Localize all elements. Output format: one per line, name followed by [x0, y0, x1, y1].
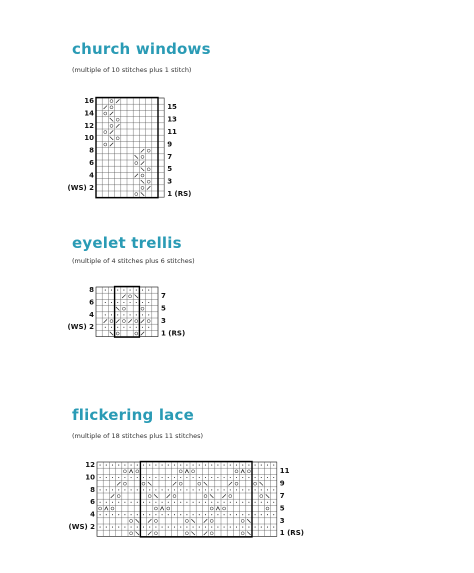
purl-dot-symbol — [248, 514, 249, 515]
row-label-ws: 6 — [90, 498, 95, 507]
ssk-symbol — [204, 482, 207, 485]
purl-dot-symbol — [180, 514, 181, 515]
purl-dot-symbol — [174, 514, 175, 515]
purl-dot-symbol — [230, 465, 231, 466]
purl-dot-symbol — [261, 465, 262, 466]
double-decrease-symbol — [105, 507, 108, 510]
purl-dot-symbol — [155, 489, 156, 490]
yarn-over-symbol — [130, 519, 133, 522]
row-label-rs: 7 — [279, 491, 285, 500]
purl-dot-symbol — [155, 465, 156, 466]
purl-dot-symbol — [168, 489, 169, 490]
k2tog-symbol — [148, 519, 151, 522]
purl-dot-symbol — [205, 465, 206, 466]
row-label-ws: 4 — [89, 171, 94, 180]
purl-dot-symbol — [100, 477, 101, 478]
purl-dot-symbol — [124, 489, 125, 490]
row-label-rs: 5 — [167, 165, 173, 174]
purl-dot-symbol — [112, 527, 113, 528]
purl-dot-symbol — [193, 527, 194, 528]
purl-dot-symbol — [131, 477, 132, 478]
yarn-over-symbol — [154, 519, 157, 522]
purl-dot-symbol — [162, 527, 163, 528]
purl-dot-symbol — [267, 514, 268, 515]
purl-dot-symbol — [186, 527, 187, 528]
purl-dot-symbol — [124, 502, 125, 503]
purl-dot-symbol — [217, 502, 218, 503]
purl-dot-symbol — [236, 465, 237, 466]
yarn-over-symbol — [198, 482, 201, 485]
purl-dot-symbol — [143, 489, 144, 490]
yarn-over-symbol — [210, 532, 213, 535]
yarn-over-symbol — [123, 482, 126, 485]
row-label-ws: 10 — [84, 134, 94, 143]
purl-dot-symbol — [199, 527, 200, 528]
purl-dot-symbol — [137, 489, 138, 490]
row-label-rs: 1 (RS) — [167, 189, 192, 198]
purl-dot-symbol — [205, 527, 206, 528]
purl-dot-symbol — [236, 502, 237, 503]
purl-dot-symbol — [224, 514, 225, 515]
purl-dot-symbol — [174, 489, 175, 490]
ssk-symbol — [266, 494, 269, 497]
purl-dot-symbol — [100, 514, 101, 515]
yarn-over-symbol — [223, 507, 226, 510]
purl-dot-symbol — [149, 502, 150, 503]
row-label-ws: 6 — [89, 298, 94, 307]
purl-dot-symbol — [155, 527, 156, 528]
purl-dot-symbol — [230, 502, 231, 503]
k2tog-symbol — [204, 519, 207, 522]
double-decrease-symbol — [216, 507, 219, 510]
pattern-title: eyelet trellis — [72, 234, 182, 252]
purl-dot-symbol — [242, 527, 243, 528]
purl-dot-symbol — [273, 489, 274, 490]
k2tog-symbol — [204, 532, 207, 535]
ssk-symbol — [247, 532, 250, 535]
purl-dot-symbol — [162, 489, 163, 490]
yarn-over-symbol — [260, 495, 263, 498]
purl-dot-symbol — [131, 514, 132, 515]
yarn-over-symbol — [235, 470, 238, 473]
purl-dot-symbol — [248, 527, 249, 528]
purl-dot-symbol — [224, 502, 225, 503]
purl-dot-symbol — [174, 477, 175, 478]
purl-dot-symbol — [143, 477, 144, 478]
stitch-symbols — [99, 465, 275, 535]
row-label-rs: 7 — [161, 292, 166, 301]
yarn-over-symbol — [99, 507, 102, 510]
purl-dot-symbol — [137, 477, 138, 478]
purl-dot-symbol — [205, 477, 206, 478]
pattern-title: flickering lace — [72, 406, 194, 424]
yarn-over-symbol — [241, 519, 244, 522]
purl-dot-symbol — [124, 514, 125, 515]
ssk-symbol — [260, 482, 263, 485]
yarn-over-symbol — [117, 495, 120, 498]
k2tog-symbol — [148, 532, 151, 535]
purl-dot-symbol — [155, 477, 156, 478]
purl-dot-symbol — [106, 527, 107, 528]
row-label-rs: 15 — [167, 103, 177, 112]
purl-dot-symbol — [124, 477, 125, 478]
purl-dot-symbol — [199, 514, 200, 515]
yarn-over-symbol — [123, 470, 126, 473]
pattern-subtitle: (multiple of 18 stitches plus 11 stitches) — [72, 432, 203, 440]
purl-dot-symbol — [261, 527, 262, 528]
purl-dot-symbol — [217, 477, 218, 478]
pattern-subtitle: (multiple of 10 stitches plus 1 stitch) — [72, 66, 192, 74]
purl-dot-symbol — [255, 489, 256, 490]
purl-dot-symbol — [137, 514, 138, 515]
yarn-over-symbol — [235, 482, 238, 485]
yarn-over-symbol — [229, 495, 232, 498]
purl-dot-symbol — [143, 502, 144, 503]
yarn-over-symbol — [241, 532, 244, 535]
purl-dot-symbol — [248, 502, 249, 503]
purl-dot-symbol — [199, 465, 200, 466]
row-label-rs: 5 — [279, 504, 285, 513]
row-label-ws: 14 — [84, 109, 94, 118]
purl-dot-symbol — [255, 514, 256, 515]
purl-dot-symbol — [248, 477, 249, 478]
purl-dot-symbol — [205, 502, 206, 503]
row-label-ws: (WS) 2 — [67, 323, 94, 332]
purl-dot-symbol — [131, 502, 132, 503]
purl-dot-symbol — [211, 514, 212, 515]
purl-dot-symbol — [180, 477, 181, 478]
purl-dot-symbol — [137, 502, 138, 503]
ssk-symbol — [191, 519, 194, 522]
purl-dot-symbol — [149, 489, 150, 490]
purl-dot-symbol — [261, 502, 262, 503]
purl-dot-symbol — [211, 465, 212, 466]
purl-dot-symbol — [267, 527, 268, 528]
yarn-over-symbol — [167, 507, 170, 510]
row-label-rs: 1 (RS) — [279, 529, 304, 538]
row-label-ws: 8 — [90, 485, 95, 494]
yarn-over-symbol — [247, 470, 250, 473]
purl-dot-symbol — [118, 514, 119, 515]
purl-dot-symbol — [100, 527, 101, 528]
row-label-rs: 13 — [167, 115, 177, 124]
double-decrease-symbol — [185, 470, 188, 473]
purl-dot-symbol — [255, 502, 256, 503]
row-label-ws: (WS) 2 — [67, 183, 94, 192]
purl-dot-symbol — [217, 527, 218, 528]
purl-dot-symbol — [186, 465, 187, 466]
purl-dot-symbol — [112, 514, 113, 515]
purl-dot-symbol — [162, 514, 163, 515]
purl-dot-symbol — [100, 502, 101, 503]
purl-dot-symbol — [131, 465, 132, 466]
purl-dot-symbol — [224, 465, 225, 466]
purl-dot-symbol — [273, 514, 274, 515]
row-label-rs: 9 — [279, 479, 285, 488]
purl-dot-symbol — [112, 489, 113, 490]
purl-dot-symbol — [168, 465, 169, 466]
purl-dot-symbol — [261, 477, 262, 478]
yarn-over-symbol — [136, 470, 139, 473]
purl-dot-symbol — [230, 489, 231, 490]
yarn-over-symbol — [179, 482, 182, 485]
purl-dot-symbol — [193, 489, 194, 490]
purl-dot-symbol — [242, 465, 243, 466]
purl-dot-symbol — [242, 489, 243, 490]
yarn-over-symbol — [148, 495, 151, 498]
purl-dot-symbol — [143, 514, 144, 515]
purl-dot-symbol — [149, 465, 150, 466]
row-label-ws: 8 — [89, 285, 94, 294]
ssk-symbol — [247, 519, 250, 522]
yarn-over-symbol — [254, 482, 257, 485]
purl-dot-symbol — [174, 502, 175, 503]
purl-dot-symbol — [224, 477, 225, 478]
purl-dot-symbol — [186, 514, 187, 515]
purl-dot-symbol — [255, 477, 256, 478]
purl-dot-symbol — [267, 465, 268, 466]
purl-dot-symbol — [155, 514, 156, 515]
yarn-over-symbol — [204, 495, 207, 498]
row-label-rs: 1 (RS) — [161, 329, 186, 338]
ssk-symbol — [148, 482, 151, 485]
purl-dot-symbol — [162, 465, 163, 466]
purl-dot-symbol — [199, 489, 200, 490]
ssk-symbol — [136, 519, 139, 522]
yarn-over-symbol — [266, 507, 269, 510]
purl-dot-symbol — [168, 527, 169, 528]
purl-dot-symbol — [100, 489, 101, 490]
yarn-over-symbol — [192, 470, 195, 473]
purl-dot-symbol — [149, 477, 150, 478]
purl-dot-symbol — [230, 527, 231, 528]
purl-dot-symbol — [273, 477, 274, 478]
k2tog-symbol — [229, 482, 232, 485]
purl-dot-symbol — [267, 502, 268, 503]
purl-dot-symbol — [118, 527, 119, 528]
purl-dot-symbol — [124, 527, 125, 528]
double-decrease-symbol — [160, 507, 163, 510]
yarn-over-symbol — [130, 532, 133, 535]
yarn-over-symbol — [185, 532, 188, 535]
purl-dot-symbol — [193, 465, 194, 466]
purl-dot-symbol — [273, 465, 274, 466]
yarn-over-symbol — [173, 495, 176, 498]
purl-dot-symbol — [106, 477, 107, 478]
purl-dot-symbol — [143, 527, 144, 528]
row-label-ws: (WS) 2 — [68, 522, 95, 531]
purl-dot-symbol — [255, 465, 256, 466]
purl-dot-symbol — [261, 489, 262, 490]
purl-dot-symbol — [193, 502, 194, 503]
purl-dot-symbol — [168, 502, 169, 503]
purl-dot-symbol — [205, 514, 206, 515]
purl-dot-symbol — [118, 477, 119, 478]
purl-dot-symbol — [211, 489, 212, 490]
purl-dot-symbol — [131, 527, 132, 528]
purl-dot-symbol — [106, 502, 107, 503]
purl-dot-symbol — [106, 514, 107, 515]
row-label-rs: 7 — [167, 152, 173, 161]
row-label-rs: 5 — [161, 304, 166, 313]
purl-dot-symbol — [199, 502, 200, 503]
yarn-over-symbol — [210, 507, 213, 510]
purl-dot-symbol — [180, 465, 181, 466]
purl-dot-symbol — [211, 527, 212, 528]
yarn-over-symbol — [142, 482, 145, 485]
yarn-over-symbol — [111, 507, 114, 510]
purl-dot-symbol — [143, 465, 144, 466]
purl-dot-symbol — [273, 527, 274, 528]
purl-dot-symbol — [217, 465, 218, 466]
ssk-symbol — [210, 494, 213, 497]
yarn-over-symbol — [210, 519, 213, 522]
purl-dot-symbol — [137, 465, 138, 466]
chart-grid — [97, 462, 277, 536]
purl-dot-symbol — [193, 514, 194, 515]
purl-dot-symbol — [131, 489, 132, 490]
purl-dot-symbol — [149, 527, 150, 528]
purl-dot-symbol — [162, 477, 163, 478]
purl-dot-symbol — [112, 477, 113, 478]
purl-dot-symbol — [186, 502, 187, 503]
row-label-ws: 4 — [89, 310, 94, 319]
pattern-title: church windows — [72, 40, 211, 58]
ssk-symbol — [136, 532, 139, 535]
purl-dot-symbol — [236, 489, 237, 490]
purl-dot-symbol — [236, 514, 237, 515]
purl-dot-symbol — [186, 477, 187, 478]
yarn-over-symbol — [154, 507, 157, 510]
purl-dot-symbol — [124, 465, 125, 466]
purl-dot-symbol — [236, 477, 237, 478]
purl-dot-symbol — [242, 502, 243, 503]
purl-dot-symbol — [118, 465, 119, 466]
purl-dot-symbol — [168, 477, 169, 478]
purl-dot-symbol — [199, 477, 200, 478]
purl-dot-symbol — [217, 514, 218, 515]
yarn-over-symbol — [185, 519, 188, 522]
row-label-ws: 6 — [89, 158, 94, 167]
purl-dot-symbol — [174, 527, 175, 528]
purl-dot-symbol — [261, 514, 262, 515]
purl-dot-symbol — [168, 514, 169, 515]
yarn-over-symbol — [154, 532, 157, 535]
purl-dot-symbol — [242, 477, 243, 478]
purl-dot-symbol — [211, 502, 212, 503]
purl-dot-symbol — [236, 527, 237, 528]
row-label-rs: 9 — [167, 140, 173, 149]
double-decrease-symbol — [129, 470, 132, 473]
row-label-ws: 8 — [89, 146, 94, 155]
purl-dot-symbol — [118, 502, 119, 503]
purl-dot-symbol — [149, 514, 150, 515]
row-label-rs: 3 — [161, 316, 166, 325]
purl-dot-symbol — [242, 514, 243, 515]
purl-dot-symbol — [180, 489, 181, 490]
purl-dot-symbol — [106, 489, 107, 490]
purl-dot-symbol — [112, 502, 113, 503]
purl-dot-symbol — [112, 465, 113, 466]
purl-dot-symbol — [217, 489, 218, 490]
purl-dot-symbol — [273, 502, 274, 503]
purl-dot-symbol — [162, 502, 163, 503]
k2tog-symbol — [222, 494, 225, 497]
purl-dot-symbol — [106, 465, 107, 466]
purl-dot-symbol — [255, 527, 256, 528]
ssk-symbol — [154, 494, 157, 497]
row-label-ws: 12 — [84, 121, 94, 130]
pattern-subtitle: (multiple of 4 stitches plus 6 stitches) — [72, 257, 195, 265]
purl-dot-symbol — [186, 489, 187, 490]
purl-dot-symbol — [205, 489, 206, 490]
k2tog-symbol — [173, 482, 176, 485]
purl-dot-symbol — [248, 489, 249, 490]
purl-dot-symbol — [100, 465, 101, 466]
purl-dot-symbol — [230, 477, 231, 478]
row-label-rs: 3 — [279, 516, 285, 525]
k2tog-symbol — [117, 482, 120, 485]
purl-dot-symbol — [180, 502, 181, 503]
row-label-rs: 11 — [279, 467, 290, 476]
row-label-rs: 3 — [167, 177, 173, 186]
purl-dot-symbol — [224, 489, 225, 490]
purl-dot-symbol — [267, 477, 268, 478]
purl-dot-symbol — [174, 465, 175, 466]
row-label-ws: 4 — [90, 510, 95, 519]
yarn-over-symbol — [179, 470, 182, 473]
purl-dot-symbol — [137, 527, 138, 528]
k2tog-symbol — [167, 494, 170, 497]
purl-dot-symbol — [211, 477, 212, 478]
row-label-ws: 12 — [85, 460, 95, 469]
purl-dot-symbol — [180, 527, 181, 528]
row-label-ws: 16 — [84, 96, 94, 105]
purl-dot-symbol — [230, 514, 231, 515]
purl-dot-symbol — [248, 465, 249, 466]
row-label-ws: 10 — [85, 473, 95, 482]
purl-dot-symbol — [267, 489, 268, 490]
purl-dot-symbol — [155, 502, 156, 503]
purl-dot-symbol — [118, 489, 119, 490]
purl-dot-symbol — [193, 477, 194, 478]
row-label-rs: 11 — [167, 127, 177, 136]
ssk-symbol — [191, 532, 194, 535]
double-decrease-symbol — [241, 470, 244, 473]
purl-dot-symbol — [224, 527, 225, 528]
k2tog-symbol — [111, 494, 114, 497]
